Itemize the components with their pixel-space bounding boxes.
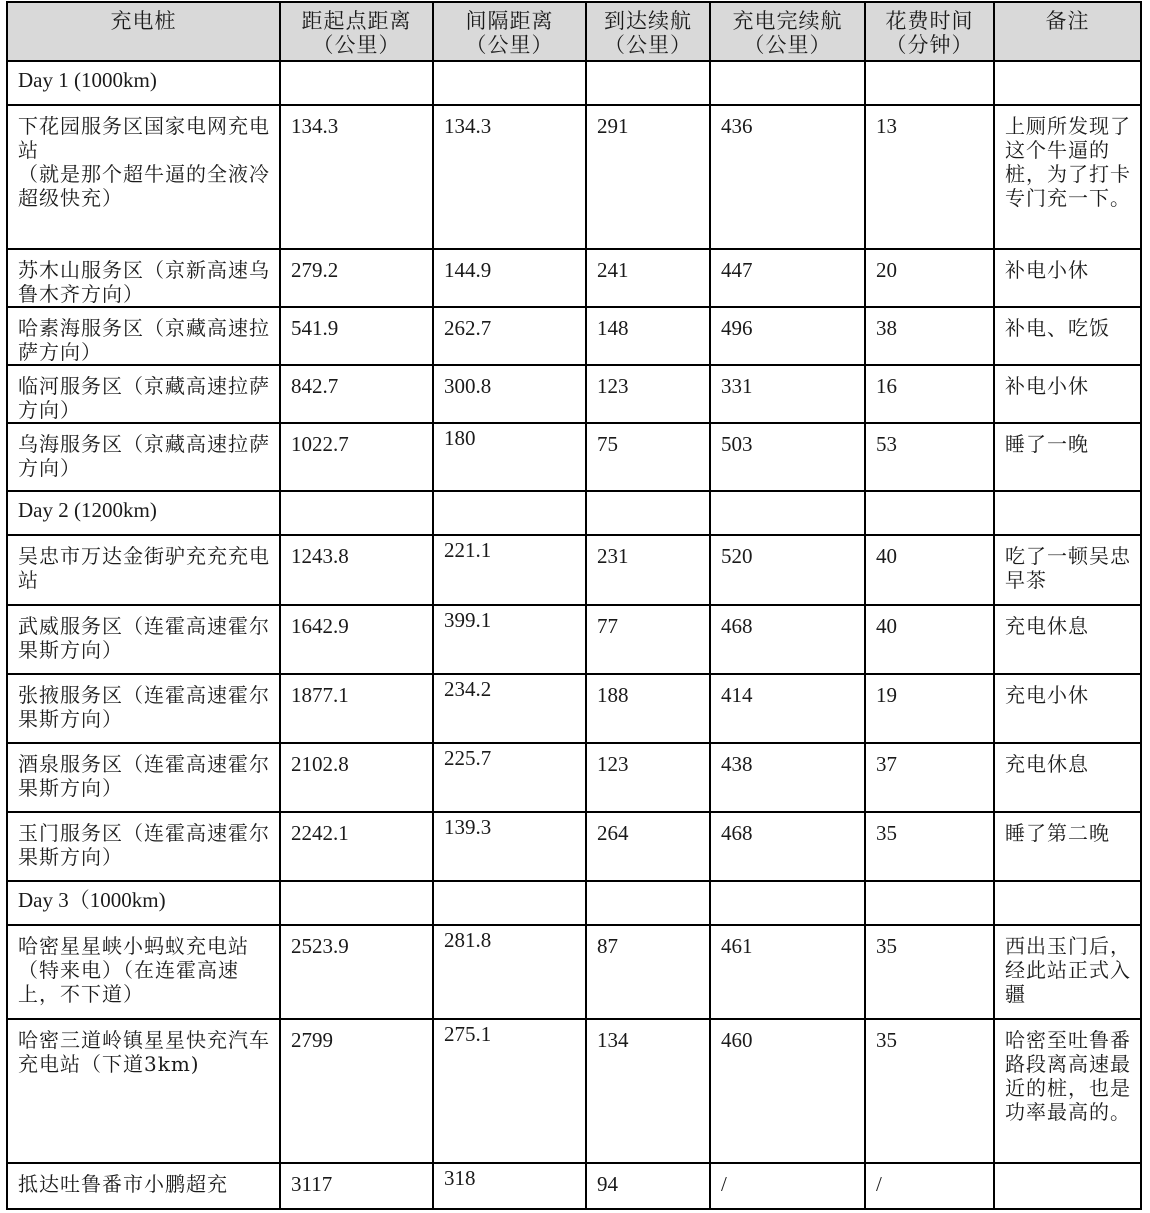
charged-range: 438 bbox=[710, 743, 865, 812]
arrival-range: 188 bbox=[586, 674, 710, 743]
charging-station-table bbox=[6, 1, 1142, 1210]
header-time-spent: 花费时间 （分钟） bbox=[865, 2, 994, 61]
station-name: 临河服务区（京藏高速拉萨方向） bbox=[7, 365, 280, 423]
time-spent: 40 bbox=[865, 535, 994, 605]
distance-from-start: 279.2 bbox=[280, 249, 433, 307]
interval-distance: 262.7 bbox=[433, 307, 586, 365]
station-name: 抵达吐鲁番市小鹏超充 bbox=[7, 1163, 280, 1209]
arrival-range: 75 bbox=[586, 423, 710, 491]
arrival-range: 87 bbox=[586, 925, 710, 1019]
note: 上厕所发现了这个牛逼的桩，为了打卡专门充一下。 bbox=[994, 105, 1141, 249]
note: 补电小休 bbox=[994, 249, 1141, 307]
distance-from-start: 3117 bbox=[280, 1163, 433, 1209]
time-spent: 19 bbox=[865, 674, 994, 743]
interval-distance: 144.9 bbox=[433, 249, 586, 307]
charged-range: 496 bbox=[710, 307, 865, 365]
distance-from-start: 2523.9 bbox=[280, 925, 433, 1019]
header-row bbox=[7, 2, 1141, 61]
table-row bbox=[7, 249, 1141, 307]
charged-range: 331 bbox=[710, 365, 865, 423]
station-name: 下花园服务区国家电网充电站 （就是那个超牛逼的全液冷超级快充） bbox=[7, 105, 280, 249]
arrival-range: 231 bbox=[586, 535, 710, 605]
interval-distance: 221.1 bbox=[433, 535, 586, 605]
header-arrival-range: 到达续航 （公里） bbox=[586, 2, 710, 61]
charged-range: 447 bbox=[710, 249, 865, 307]
table-row bbox=[7, 1163, 1141, 1209]
note: 睡了第二晚 bbox=[994, 812, 1141, 881]
day-label: Day 3（1000km) bbox=[7, 881, 280, 925]
station-name: 张掖服务区（连霍高速霍尔果斯方向） bbox=[7, 674, 280, 743]
interval-distance: 318 bbox=[433, 1163, 586, 1209]
table-row bbox=[7, 535, 1141, 605]
charged-range: 460 bbox=[710, 1019, 865, 1163]
note: 补电、吃饭 bbox=[994, 307, 1141, 365]
time-spent: 16 bbox=[865, 365, 994, 423]
distance-from-start: 1022.7 bbox=[280, 423, 433, 491]
station-name: 哈密三道岭镇星星快充汽车充电站（下道3km) bbox=[7, 1019, 280, 1163]
distance-from-start: 2102.8 bbox=[280, 743, 433, 812]
header-distance-from-start: 距起点距离 （公里） bbox=[280, 2, 433, 61]
note bbox=[994, 1163, 1141, 1209]
arrival-range: 241 bbox=[586, 249, 710, 307]
interval-distance: 281.8 bbox=[433, 925, 586, 1019]
arrival-range: 291 bbox=[586, 105, 710, 249]
distance-from-start: 2242.1 bbox=[280, 812, 433, 881]
station-name: 哈素海服务区（京藏高速拉萨方向） bbox=[7, 307, 280, 365]
table-row bbox=[7, 674, 1141, 743]
day-label: Day 2 (1200km) bbox=[7, 491, 280, 535]
table-row bbox=[7, 105, 1141, 249]
arrival-range: 134 bbox=[586, 1019, 710, 1163]
table-row bbox=[7, 743, 1141, 812]
charged-range: / bbox=[710, 1163, 865, 1209]
table-row bbox=[7, 1019, 1141, 1163]
table-row bbox=[7, 307, 1141, 365]
note: 补电小休 bbox=[994, 365, 1141, 423]
station-name: 玉门服务区（连霍高速霍尔果斯方向） bbox=[7, 812, 280, 881]
charged-range: 468 bbox=[710, 812, 865, 881]
time-spent: 35 bbox=[865, 812, 994, 881]
interval-distance: 134.3 bbox=[433, 105, 586, 249]
interval-distance: 180 bbox=[433, 423, 586, 491]
header-charged-range: 充电完续航 （公里） bbox=[710, 2, 865, 61]
time-spent: 35 bbox=[865, 1019, 994, 1163]
header-notes: 备注 bbox=[994, 2, 1141, 61]
station-name: 酒泉服务区（连霍高速霍尔果斯方向） bbox=[7, 743, 280, 812]
header-interval-distance: 间隔距离 （公里） bbox=[433, 2, 586, 61]
time-spent: / bbox=[865, 1163, 994, 1209]
distance-from-start: 1243.8 bbox=[280, 535, 433, 605]
table-row bbox=[7, 605, 1141, 674]
note: 充电休息 bbox=[994, 605, 1141, 674]
arrival-range: 123 bbox=[586, 743, 710, 812]
interval-distance: 139.3 bbox=[433, 812, 586, 881]
table-row bbox=[7, 365, 1141, 423]
time-spent: 20 bbox=[865, 249, 994, 307]
day-row-1 bbox=[7, 61, 1141, 105]
interval-distance: 234.2 bbox=[433, 674, 586, 743]
time-spent: 38 bbox=[865, 307, 994, 365]
time-spent: 40 bbox=[865, 605, 994, 674]
note: 哈密至吐鲁番路段离高速最近的桩，也是功率最高的。 bbox=[994, 1019, 1141, 1163]
charged-range: 468 bbox=[710, 605, 865, 674]
charged-range: 503 bbox=[710, 423, 865, 491]
interval-distance: 300.8 bbox=[433, 365, 586, 423]
table-row bbox=[7, 925, 1141, 1019]
charged-range: 520 bbox=[710, 535, 865, 605]
note: 西出玉门后，经此站正式入疆 bbox=[994, 925, 1141, 1019]
time-spent: 53 bbox=[865, 423, 994, 491]
header-station: 充电桩 bbox=[7, 2, 280, 61]
station-name: 吴忠市万达金街驴充充充电站 bbox=[7, 535, 280, 605]
note: 睡了一晚 bbox=[994, 423, 1141, 491]
distance-from-start: 541.9 bbox=[280, 307, 433, 365]
arrival-range: 264 bbox=[586, 812, 710, 881]
table-row bbox=[7, 812, 1141, 881]
distance-from-start: 134.3 bbox=[280, 105, 433, 249]
station-name: 武威服务区（连霍高速霍尔果斯方向） bbox=[7, 605, 280, 674]
time-spent: 13 bbox=[865, 105, 994, 249]
time-spent: 37 bbox=[865, 743, 994, 812]
charged-range: 461 bbox=[710, 925, 865, 1019]
interval-distance: 225.7 bbox=[433, 743, 586, 812]
note: 充电小休 bbox=[994, 674, 1141, 743]
table-container bbox=[6, 1, 1142, 1210]
charged-range: 436 bbox=[710, 105, 865, 249]
interval-distance: 399.1 bbox=[433, 605, 586, 674]
arrival-range: 77 bbox=[586, 605, 710, 674]
distance-from-start: 1877.1 bbox=[280, 674, 433, 743]
station-name: 乌海服务区（京藏高速拉萨方向） bbox=[7, 423, 280, 491]
day-row-2 bbox=[7, 491, 1141, 535]
arrival-range: 123 bbox=[586, 365, 710, 423]
distance-from-start: 842.7 bbox=[280, 365, 433, 423]
note: 吃了一顿吴忠早茶 bbox=[994, 535, 1141, 605]
distance-from-start: 1642.9 bbox=[280, 605, 433, 674]
day-row-3 bbox=[7, 881, 1141, 925]
interval-distance: 275.1 bbox=[433, 1019, 586, 1163]
arrival-range: 148 bbox=[586, 307, 710, 365]
table-row bbox=[7, 423, 1141, 491]
station-name: 哈密星星峡小蚂蚁充电站（特来电）（在连霍高速上，不下道） bbox=[7, 925, 280, 1019]
note: 充电休息 bbox=[994, 743, 1141, 812]
day-label: Day 1 (1000km) bbox=[7, 61, 280, 105]
time-spent: 35 bbox=[865, 925, 994, 1019]
charged-range: 414 bbox=[710, 674, 865, 743]
distance-from-start: 2799 bbox=[280, 1019, 433, 1163]
arrival-range: 94 bbox=[586, 1163, 710, 1209]
station-name: 苏木山服务区（京新高速乌鲁木齐方向） bbox=[7, 249, 280, 307]
